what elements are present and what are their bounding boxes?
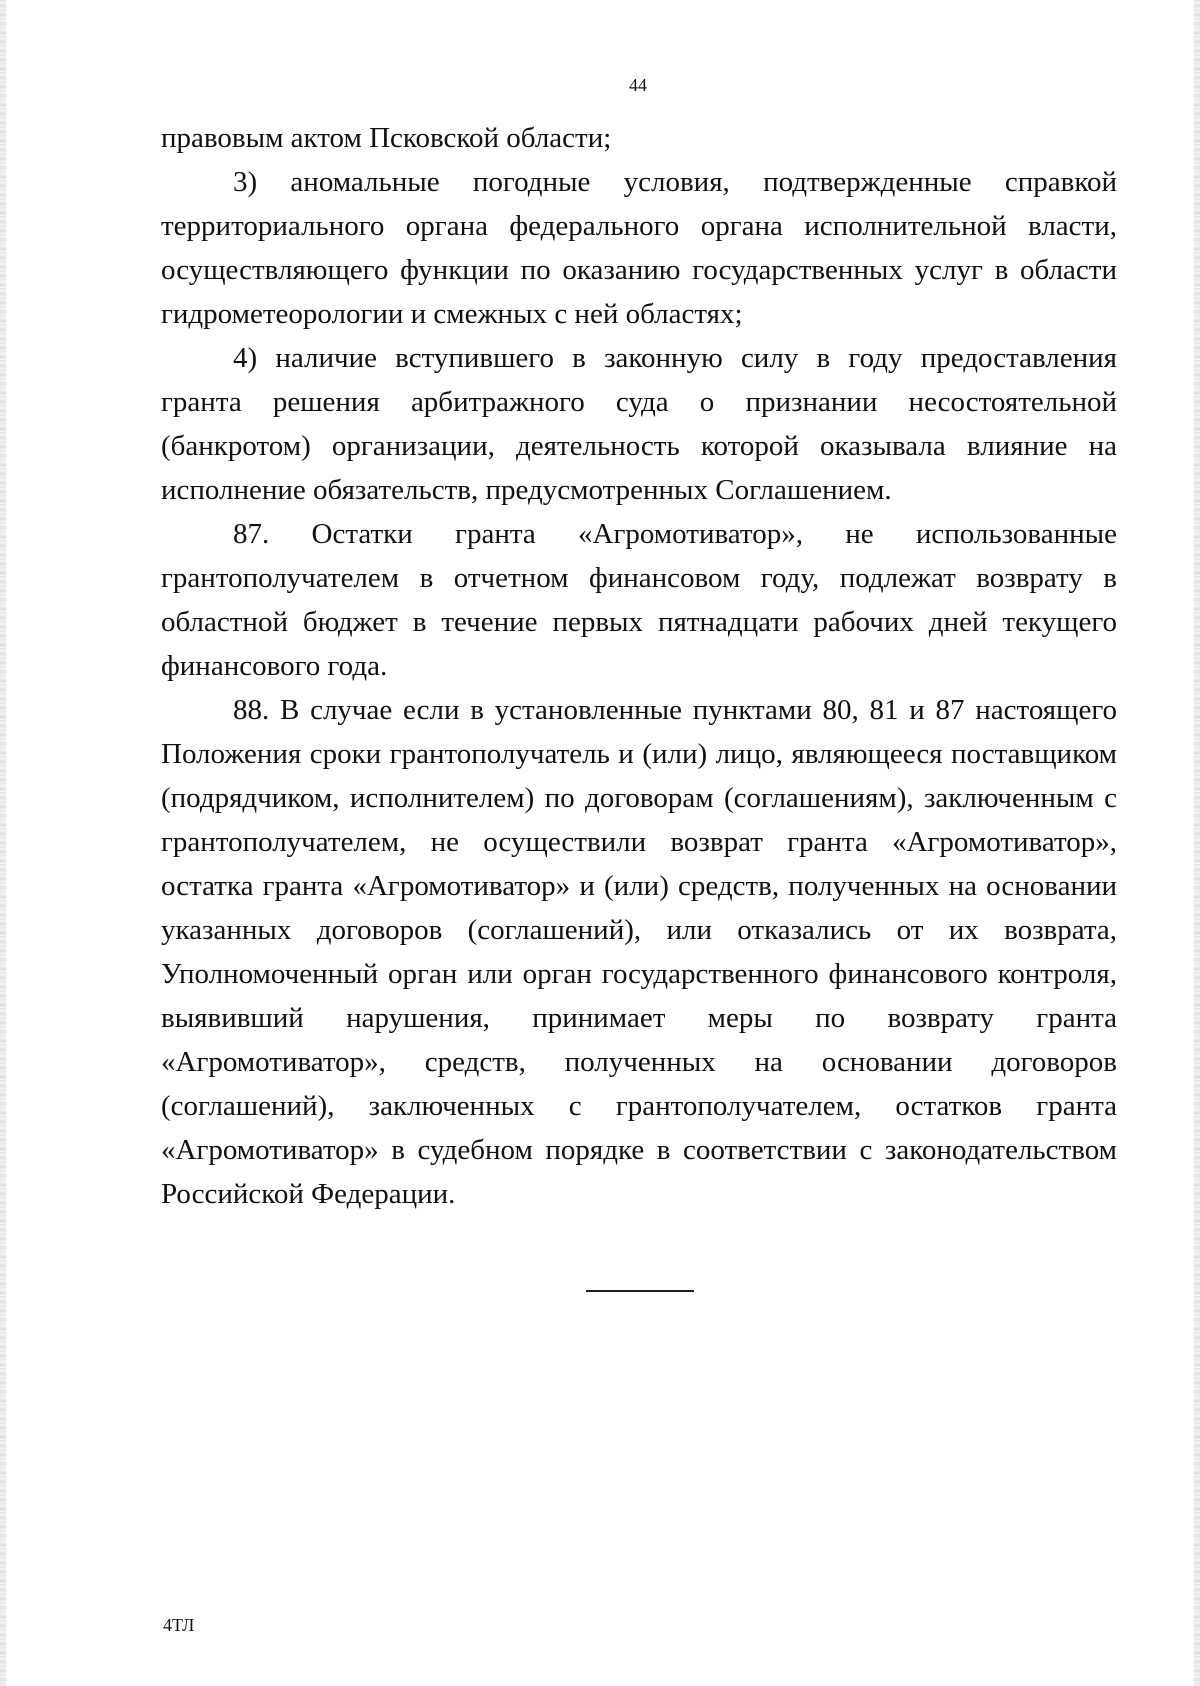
paragraph-clause-88: 88. В случае если в установленные пунктами 80, 81 и 87 настоящего Положения сроки грантополучатель и (или) лицо, являющееся поставщиком (подрядчиком, исполнителем) по договорам (соглашениям), заключенным с грантополучателем, не осуществили возврат гранта «Агромотиватор», остатка гранта «Агромотиватор» и (или) средств, полученных на основании указанных договоров (соглашений), или отказались от их возврата, Уполномоченный орган или орган государственного финансового контроля, выявивший нарушения, принимает меры по возврату гранта «Агромотиватор», средств, полученных на основании договоров (соглашений), заключенных с грантополучателем, остатков гранта «Агромотиватор» в судебном порядке в соответствии с законодательством Российской Федерации. — [161, 694, 1117, 1210]
document-body — [161, 116, 1117, 1216]
scan-edge-right — [1194, 0, 1200, 1686]
page-number: 44 — [629, 75, 647, 95]
paragraph-item-3: 3) аномальные погодные условия, подтвержденные справкой территориального органа федерального органа исполнительной власти, осуществляющего функции по оказанию государственных услуг в области гидрометеорологии и смежных с ней областях; — [161, 166, 1117, 330]
paragraph-clause-87: 87. Остатки гранта «Агромотиватор», не использованные грантополучателем в отчетном финансовом году, подлежат возврату в областной бюджет в течение первых пятнадцати рабочих дней текущего финансового года. — [161, 518, 1117, 682]
footer-code: 4ТЛ — [163, 1615, 195, 1635]
end-of-document-rule — [586, 1290, 694, 1292]
paragraph-item-4: 4) наличие вступившего в законную силу в году предоставления гранта решения арбитражного суда о признании несостоятельной (банкротом) организации, деятельность которой оказывала влияние на исполнение обязательств, предусмотренных Соглашением. — [161, 342, 1117, 506]
paragraph-continuation: правовым актом Псковской области; — [161, 122, 612, 154]
scan-edge-left — [0, 0, 6, 1686]
